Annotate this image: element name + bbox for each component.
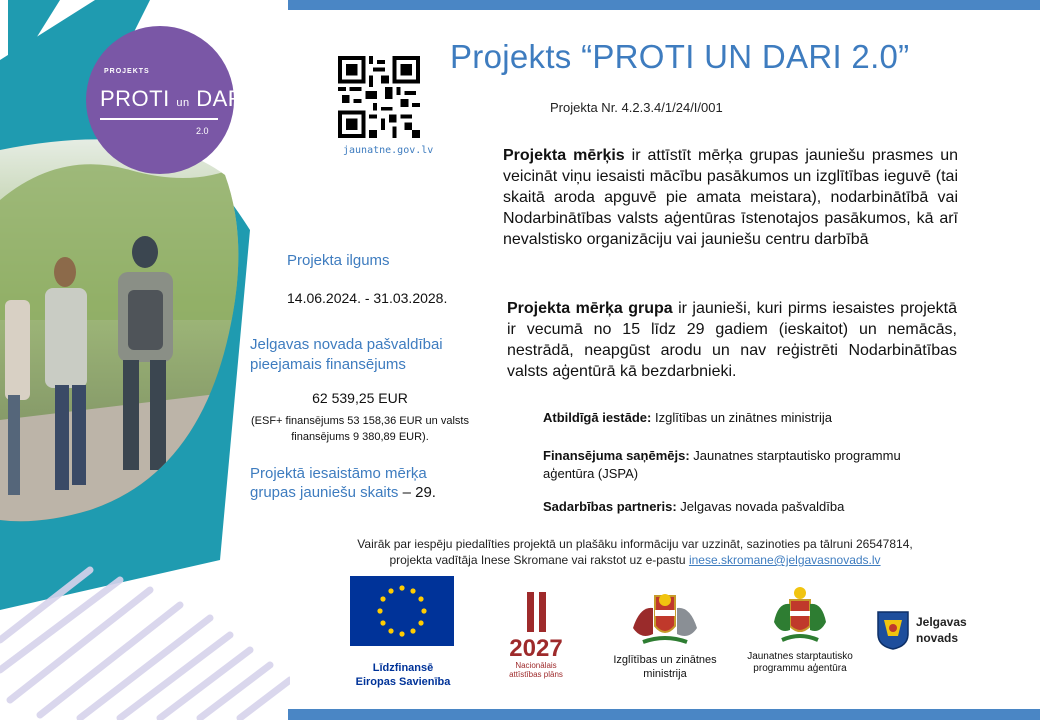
badge-underline [100, 118, 218, 120]
npp-year: 2027 [509, 635, 563, 662]
izm-line-2: ministrija [643, 668, 687, 680]
contact-line-2 [300, 552, 970, 568]
project-number: Projekta Nr. 4.2.3.4/1/24/I/001 [550, 100, 723, 115]
youth-count [250, 464, 470, 502]
target-group-paragraph [507, 298, 957, 382]
cooperation-partner [543, 498, 844, 516]
top-accent-bar [288, 0, 1040, 10]
responsible-label: Atbildīgā iestāde: [543, 410, 652, 425]
izm-logo [600, 588, 730, 681]
jspa-line-2: programmu aģentūra [753, 663, 847, 674]
project-goal-text: ir attīstīt mērķa grupas jauniešu prasmes un veicināt viņu iesaisti mācību pasākumos un izglītības ieguvē (tai skaitā aroda apguvē pie amata meistara), nodarbinātībā vai Nodarbinātības valsts aģentūras īstenotajos pasākumos, kā arī nevalstisko organizāciju vai jauniešu centru darbībā [503, 147, 958, 248]
coat-of-arms-icon [625, 588, 705, 648]
project-goal-paragraph [503, 145, 958, 250]
duration-value: 14.06.2024. - 31.03.2028. [287, 290, 448, 306]
qr-code-icon[interactable] [338, 56, 420, 138]
jelgava-line-2: novads [916, 631, 959, 645]
funding-label: Jelgavas novada pašvaldībai pieejamais finansējums [250, 336, 443, 373]
funding-value: 62 539,25 EUR [312, 390, 408, 406]
npp-line-1: Nacionālais [515, 661, 557, 670]
target-group-text: ir jaunieši, kuri pirms iesaistes projektā ir vecumā no 15 līdz 29 gadiem (ieskaitot) un nemācās, nestrādā, neapgūst arodu un nav reģistrēti Nodarbinātības valsts aģentūrā kā bezdarbnieki. [507, 300, 957, 380]
eu-logo [350, 576, 456, 689]
jspa-logo [740, 584, 860, 675]
izm-line-1: Izglītības un zinātnes [613, 654, 717, 666]
partner-value: Jelgavas novada pašvaldība [676, 499, 845, 514]
funding-note: (ESF+ finansējums 53 158,36 EUR un valsts finansējums 9 380,89 EUR). [251, 415, 469, 443]
contact-line-1: Vairāk par iespēju piedalīties projektā un plašāku informāciju var uzzināt, sazinoties pa tālruni 26547814, [357, 537, 913, 551]
funding-recipient [543, 447, 903, 483]
npp-line-2: attīstības plāns [509, 670, 563, 679]
responsible-value: Izglītības un zinātnes ministrija [651, 410, 832, 425]
page-title: Projekts “PROTI UN DARI 2.0” [450, 38, 910, 75]
project-badge [86, 26, 251, 174]
target-group-heading: Projekta mērķa grupa [507, 300, 673, 317]
npp-bars-icon [521, 592, 551, 632]
partner-label: Sadarbības partneris: [543, 499, 677, 514]
badge-version: 2.0 [196, 126, 209, 136]
eu-logo-line-1: Līdzfinansē [372, 662, 434, 674]
eu-logo-line-2: Eiropas Savienība [355, 676, 451, 688]
responsible-institution [543, 409, 832, 427]
youth-count-value: – 29. [398, 484, 436, 501]
badge-main-un: un [176, 97, 190, 109]
contact-line-2-text: projekta vadītāja Inese Skromane vai rakstot uz e-pastu [389, 553, 689, 567]
project-goal-heading: Projekta mērķis [503, 147, 625, 164]
npp-2027-logo [500, 592, 572, 679]
recipient-label: Finansējuma saņēmējs: [543, 448, 690, 463]
recipient-value: Jaunatnes starptautisko programmu aģentūra (JSPA) [543, 448, 901, 481]
badge-top-text: PROJEKTS [104, 68, 150, 75]
contact-info [300, 536, 970, 568]
jspa-coat-of-arms-icon [770, 584, 830, 646]
qr-label: jaunatne.gov.lv [343, 145, 434, 156]
jelgava-shield-icon [876, 610, 910, 650]
contact-email-link[interactable]: inese.skromane@jelgavasnovads.lv [688, 553, 881, 567]
jelgava-line-1: Jelgavas [916, 615, 967, 629]
duration-label: Projekta ilgums [287, 252, 390, 269]
bottom-accent-bar [288, 709, 1040, 720]
badge-main-1: PROTI [100, 86, 170, 111]
badge-main-2: DARI [196, 86, 251, 111]
eu-flag-icon [350, 576, 454, 646]
youth-count-label: Projektā iesaistāmo mērķa grupas jauniešu skaits [250, 465, 427, 501]
badge-main-text [100, 86, 251, 112]
jspa-line-1: Jaunatnes starptautisko [747, 651, 853, 662]
